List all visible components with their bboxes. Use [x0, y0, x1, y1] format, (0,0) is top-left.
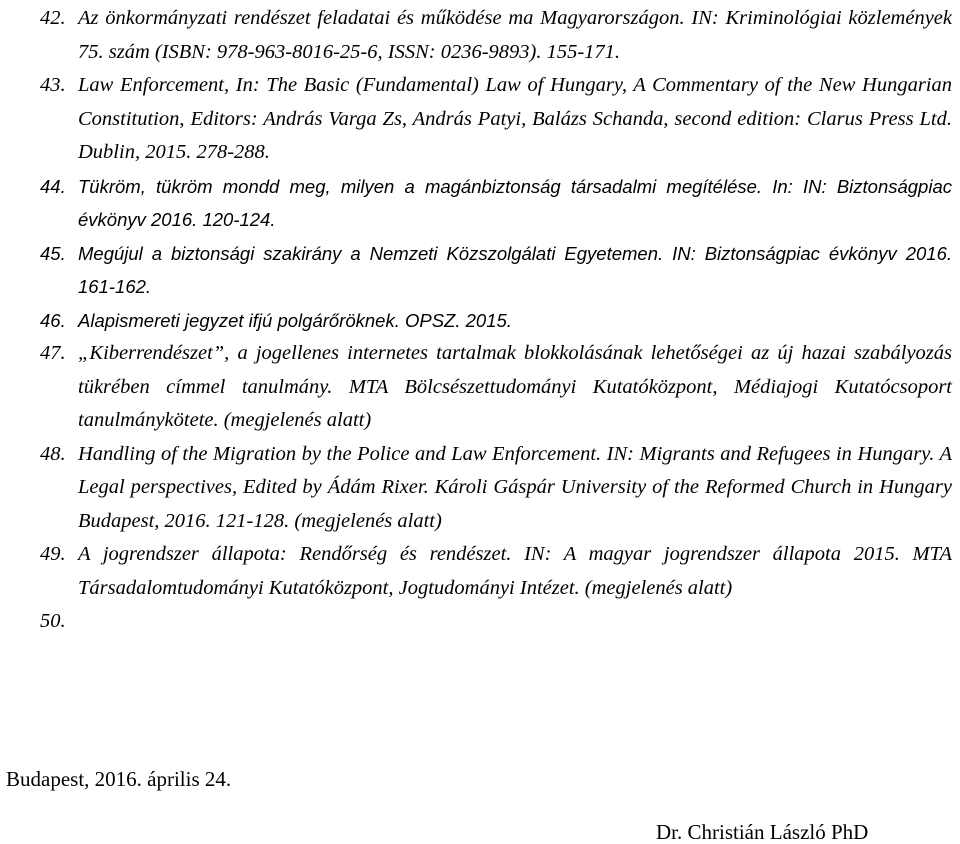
list-item: [40, 538, 952, 605]
list-item: [40, 2, 952, 69]
list-item: [40, 438, 952, 539]
item-text: Megújul a biztonsági szakirány a Nemzeti Közszolgálati Egyetemen. IN: Biztonságpiac évkönyv 2016. 161-162.: [78, 242, 952, 297]
list-item: [40, 69, 952, 170]
list-item: [40, 237, 952, 304]
item-number: 45.: [40, 242, 66, 264]
item-number: 47.: [40, 342, 66, 364]
item-number: 46.: [40, 309, 66, 331]
item-text: „Kiberrendészet”, a jogellenes internetes tartalmak blokkolásának lehetőségei az új hazai szabályozás tükrében címmel tanulmány. MTA Bölcsészettudományi Kutatóközpont, Médiajogi Kutatócsoport tanulmánykötete. (megjelenés alatt): [78, 342, 952, 431]
list-item: [40, 304, 952, 338]
item-number: 42.: [40, 7, 66, 29]
item-text: Tükröm, tükröm mondd meg, milyen a magánbiztonság társadalmi megítélése. In: IN: Biztonságpiac évkönyv 2016. 120-124.: [78, 175, 952, 230]
item-text: Alapismereti jegyzet ifjú polgárőröknek. OPSZ. 2015.: [78, 309, 512, 331]
item-text: Az önkormányzati rendészet feladatai és működése ma Magyarországon. IN: Kriminológiai közlemények 75. szám (ISBN: 978-963-8016-25-6, ISSN: 0236-9893). 155-171.: [78, 7, 952, 63]
item-text: A jogrendszer állapota: Rendőrség és rendészet. IN: A magyar jogrendszer állapota 2015. MTA Társadalomtudományi Kutatóközpont, Jogtudományi Intézet. (megjelenés alatt): [78, 543, 952, 599]
reference-list: [40, 2, 952, 639]
list-item: [40, 170, 952, 237]
item-number: 49.: [40, 543, 66, 565]
item-text: [78, 605, 952, 639]
place-date: Budapest, 2016. április 24.: [6, 767, 232, 791]
item-number: 44.: [40, 175, 66, 197]
signature: Dr. Christián László PhD: [656, 820, 869, 844]
item-text: Law Enforcement, In: The Basic (Fundamental) Law of Hungary, A Commentary of the New Hungarian Constitution, Editors: András Varga Zs, András Patyi, Balázs Schanda, second edition: Clarus Press Ltd. Dublin, 2015. 278-288.: [78, 74, 952, 163]
list-item: [40, 337, 952, 438]
item-text: Handling of the Migration by the Police and Law Enforcement. IN: Migrants and Refugees in Hungary. A Legal perspectives, Edited by Ádám Rixer. Károli Gáspár University of the Reformed Church in Hungary Budapest, 2016. 121-128. (megjelenés alatt): [78, 442, 952, 532]
item-number: 43.: [40, 74, 66, 96]
item-number: 48.: [40, 442, 66, 465]
list-item: [40, 605, 952, 639]
item-number: 50.: [40, 610, 66, 632]
